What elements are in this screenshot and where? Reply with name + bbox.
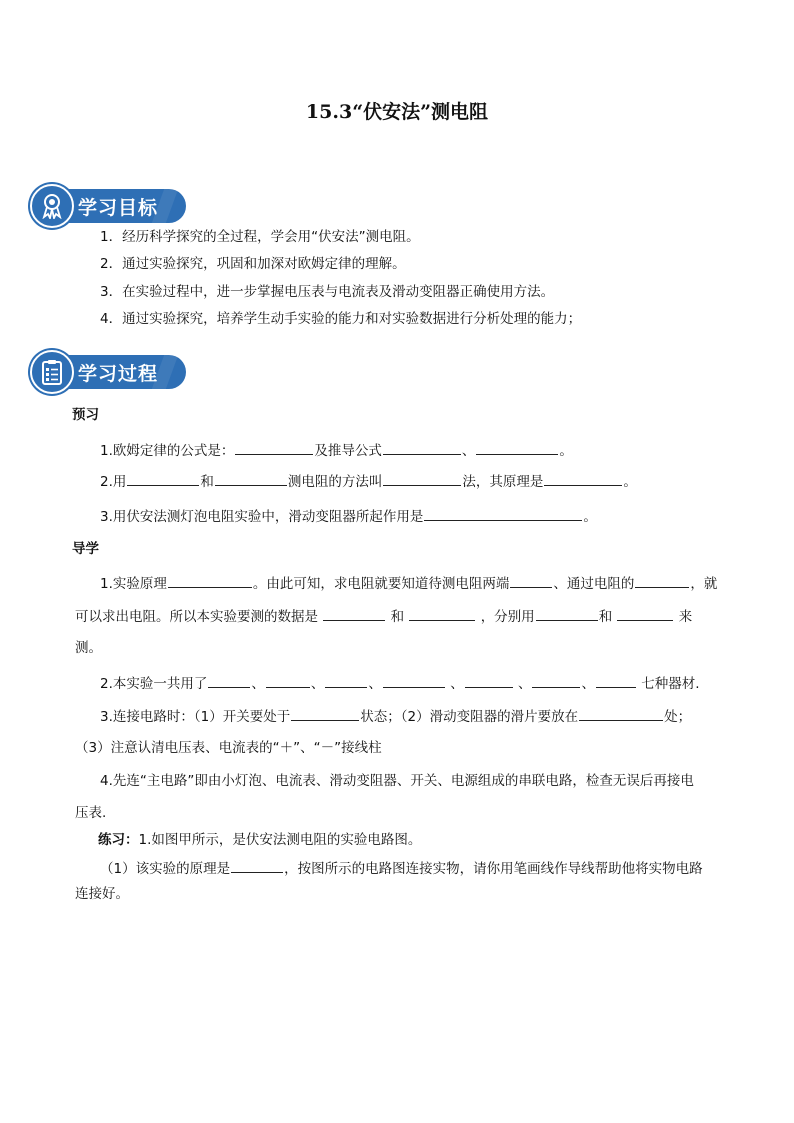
text: 七种器材. bbox=[641, 676, 700, 692]
award-ribbon-icon bbox=[30, 184, 74, 228]
text: 可以求出电阻。所以本实验要测的数据是 bbox=[75, 609, 318, 625]
practice-question-1 bbox=[100, 858, 703, 878]
guide-question-1-line-2 bbox=[75, 606, 692, 626]
preview-label: 预习 bbox=[72, 407, 99, 423]
text: 。 bbox=[623, 474, 637, 490]
guide-question-4-line-2: 压表. bbox=[75, 805, 107, 821]
text: 2.用 bbox=[100, 474, 127, 490]
answer-blank[interactable] bbox=[235, 440, 313, 455]
answer-blank[interactable] bbox=[266, 673, 310, 688]
answer-blank[interactable] bbox=[424, 506, 582, 521]
answer-blank[interactable] bbox=[635, 573, 689, 588]
text: 1.如图甲所示，是伏安法测电阻的实验电路图。 bbox=[138, 832, 422, 848]
section-heading: 学习目标 bbox=[78, 197, 159, 219]
text: 2.本实验一共用了 bbox=[100, 676, 208, 692]
section-banner-process bbox=[30, 350, 186, 394]
preview-question-3 bbox=[100, 506, 597, 526]
goal-item-2: 2．通过实验探究，巩固和加深对欧姆定律的理解。 bbox=[100, 256, 406, 272]
text: 、通过电阻的 bbox=[553, 576, 635, 592]
answer-blank[interactable] bbox=[617, 606, 673, 621]
guide-label: 导学 bbox=[72, 541, 99, 557]
answer-blank[interactable] bbox=[383, 673, 445, 688]
answer-blank[interactable] bbox=[510, 573, 552, 588]
text: 和 bbox=[598, 609, 613, 625]
answer-blank[interactable] bbox=[544, 471, 622, 486]
answer-blank[interactable] bbox=[291, 706, 359, 721]
practice-question-1-line-2: 连接好。 bbox=[75, 886, 129, 902]
answer-blank[interactable] bbox=[596, 673, 636, 688]
text: 状态；（2）滑动变阻器的滑片要放在 bbox=[360, 709, 579, 725]
answer-blank[interactable] bbox=[383, 471, 461, 486]
answer-blank[interactable] bbox=[168, 573, 252, 588]
preview-question-2 bbox=[100, 471, 637, 491]
text: 3.连接电路时：（1）开关要处于 bbox=[100, 709, 291, 725]
section-banner-goals bbox=[30, 184, 186, 228]
guide-question-4: 4.先连“主电路”即由小灯泡、电流表、滑动变阻器、开关、电源组成的串联电路，检查无误后再接电 bbox=[100, 773, 694, 789]
guide-question-1-line-3: 测。 bbox=[75, 640, 102, 656]
text: 及推导公式 bbox=[314, 443, 382, 459]
text: 1.实验原理 bbox=[100, 576, 167, 592]
answer-blank[interactable] bbox=[532, 673, 580, 688]
answer-blank[interactable] bbox=[325, 673, 367, 688]
answer-blank[interactable] bbox=[208, 673, 250, 688]
text: 和 bbox=[200, 474, 214, 490]
text: 、 bbox=[461, 443, 476, 459]
goal-item-4: 4．通过实验探究，培养学生动手实验的能力和对实验数据进行分析处理的能力； bbox=[100, 311, 582, 327]
answer-blank[interactable] bbox=[383, 440, 461, 455]
answer-blank[interactable] bbox=[215, 471, 287, 486]
answer-blank[interactable] bbox=[465, 673, 513, 688]
answer-blank[interactable] bbox=[127, 471, 199, 486]
text: 、 bbox=[581, 676, 595, 692]
guide-question-1 bbox=[100, 573, 717, 593]
text: 。 bbox=[559, 443, 573, 459]
goal-item-1: 1．经历科学探究的全过程，学会用“伏安法”测电阻。 bbox=[100, 229, 420, 245]
text: ，按图所示的电路图连接实物，请你用笔画线作导线帮助他将实物电路 bbox=[284, 861, 703, 877]
answer-blank[interactable] bbox=[409, 606, 475, 621]
answer-blank[interactable] bbox=[579, 706, 663, 721]
answer-blank[interactable] bbox=[231, 858, 283, 873]
text: 1.欧姆定律的公式是： bbox=[100, 443, 235, 459]
clipboard-checklist-icon bbox=[30, 350, 74, 394]
text: 、 bbox=[450, 676, 464, 692]
text: 、 bbox=[517, 676, 532, 692]
text: 、 bbox=[251, 676, 265, 692]
text: 法，其原理是 bbox=[462, 474, 544, 490]
text: 和 bbox=[390, 609, 405, 625]
practice-intro bbox=[98, 831, 421, 849]
guide-question-3 bbox=[100, 706, 691, 726]
guide-question-3-line-2: （3）注意认清电压表、电流表的“＋”、“－”接线柱 bbox=[75, 740, 382, 756]
text: 处； bbox=[664, 709, 692, 725]
text: ，分别用 bbox=[480, 609, 535, 625]
text: 测电阻的方法叫 bbox=[287, 474, 383, 490]
text: 来 bbox=[678, 609, 693, 625]
text: （1）该实验的原理是 bbox=[100, 861, 231, 877]
guide-question-2 bbox=[100, 673, 700, 693]
text: 、 bbox=[310, 676, 325, 692]
preview-question-1 bbox=[100, 440, 573, 460]
text: 、 bbox=[368, 676, 382, 692]
text: ，就 bbox=[690, 576, 718, 592]
text: 。 bbox=[583, 509, 597, 525]
text: 。由此可知，求电阻就要知道待测电阻两端 bbox=[252, 576, 510, 592]
answer-blank[interactable] bbox=[536, 606, 598, 621]
goal-item-3: 3．在实验过程中，进一步掌握电压表与电流表及滑动变阻器正确使用方法。 bbox=[100, 284, 555, 300]
page-title: 15.3“伏安法”测电阻 bbox=[305, 101, 489, 123]
answer-blank[interactable] bbox=[323, 606, 385, 621]
answer-blank[interactable] bbox=[476, 440, 558, 455]
text: 3.用伏安法测灯泡电阻实验中，滑动变阻器所起作用是 bbox=[100, 509, 424, 525]
practice-label: 练习： bbox=[98, 832, 139, 848]
section-heading: 学习过程 bbox=[78, 363, 159, 385]
